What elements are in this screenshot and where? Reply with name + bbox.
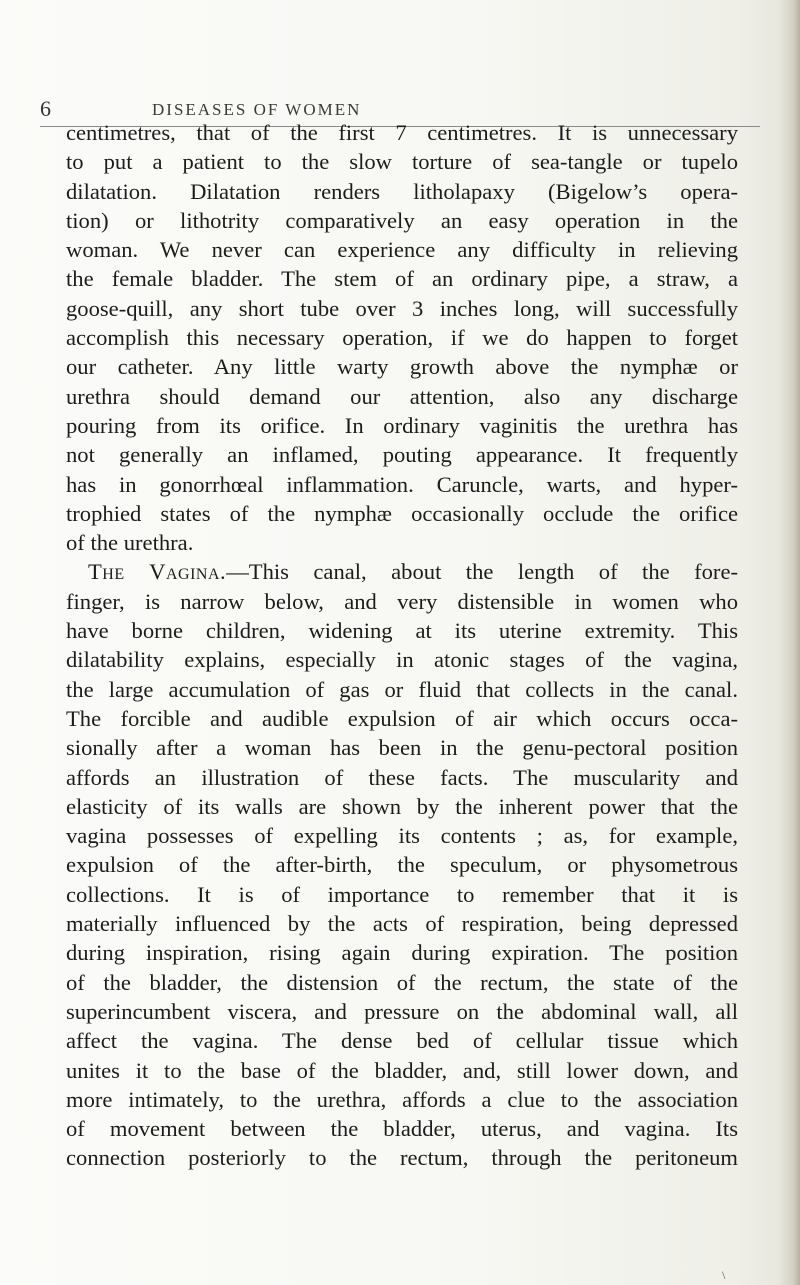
text-line: vagina possesses of expelling its contents ; as, for example, — [66, 823, 738, 849]
text-line: of the bladder, the distension of the rectum, the state of the — [66, 969, 738, 995]
text-line: affect the vagina. The dense bed of cellular tissue which — [66, 1028, 738, 1054]
text-line: The forcible and audible expulsion of air which occurs occa- — [66, 705, 738, 731]
text-line: our catheter. Any little warty growth above the nymphæ or — [66, 354, 738, 380]
text-line: not generally an inflamed, pouting appearance. It frequently — [66, 442, 738, 468]
text-line: accomplish this necessary operation, if we do happen to forget — [66, 325, 738, 351]
text-line: affords an illustration of these facts. The muscularity and — [66, 764, 738, 790]
text-line: to put a patient to the slow torture of sea-tangle or tupelo — [66, 149, 738, 175]
spine-shadow — [778, 0, 800, 1285]
text-line: goose-quill, any short tube over 3 inches long, will successfully — [66, 295, 738, 321]
text-line: urethra should demand our attention, also any discharge — [66, 383, 738, 409]
text-line: tion) or lithotrity comparatively an easy operation in the — [66, 207, 738, 233]
text-line: sionally after a woman has been in the genu-pectoral position — [66, 735, 738, 761]
text-line: the female bladder. The stem of an ordinary pipe, a straw, a — [66, 266, 738, 292]
text-line: materially influenced by the acts of respiration, being depressed — [66, 911, 738, 937]
text-line: pouring from its orifice. In ordinary vaginitis the urethra has — [66, 412, 738, 438]
text-line: centimetres, that of the first 7 centimetres. It is unnecessary — [66, 120, 738, 145]
text-line: collections. It is of importance to remember that it is — [66, 881, 738, 907]
body-text — [66, 118, 738, 1173]
text-line: elasticity of its walls are shown by the inherent power that the — [66, 793, 738, 819]
text-line: woman. We never can experience any difficulty in relieving — [66, 237, 738, 263]
section-heading-rest: —This canal, about the length of the fore- — [226, 559, 738, 585]
text-line: the large accumulation of gas or fluid that collects in the canal. — [66, 676, 738, 702]
running-head: DISEASES OF WOMEN — [152, 100, 362, 119]
text-line: expulsion of the after-birth, the speculum, or physometrous — [66, 852, 738, 878]
text-line: trophied states of the nymphæ occasionally occlude the orifice — [66, 500, 738, 526]
text-line: unites it to the base of the bladder, and, still lower down, and — [66, 1057, 738, 1083]
text-line: finger, is narrow below, and very distensible in women who — [66, 588, 738, 614]
text-line: have borne children, widening at its uterine extremity. This — [66, 618, 738, 644]
section-heading-line — [66, 557, 738, 586]
text-line: connection posteriorly to the rectum, through the peritoneum — [66, 1145, 738, 1171]
text-line: during inspiration, rising again during expiration. The position — [66, 940, 738, 966]
page-number: 6 — [40, 96, 51, 121]
section-heading: The Vagina. — [88, 559, 227, 585]
text-line: has in gonorrhœal inflammation. Caruncle, warts, and hyper- — [66, 471, 738, 497]
text-line: dilatation. Dilatation renders litholapaxy (Bigelow’s opera- — [66, 178, 738, 204]
text-line: dilatability explains, especially in atonic stages of the vagina, — [66, 647, 738, 673]
footer-mark: \ — [722, 1268, 726, 1282]
text-line: superincumbent viscera, and pressure on the abdominal wall, all — [66, 998, 738, 1024]
text-line: of movement between the bladder, uterus, and vagina. Its — [66, 1116, 738, 1142]
text-line: more intimately, to the urethra, affords a clue to the association — [66, 1086, 738, 1112]
text-line: of the urethra. — [66, 530, 194, 556]
